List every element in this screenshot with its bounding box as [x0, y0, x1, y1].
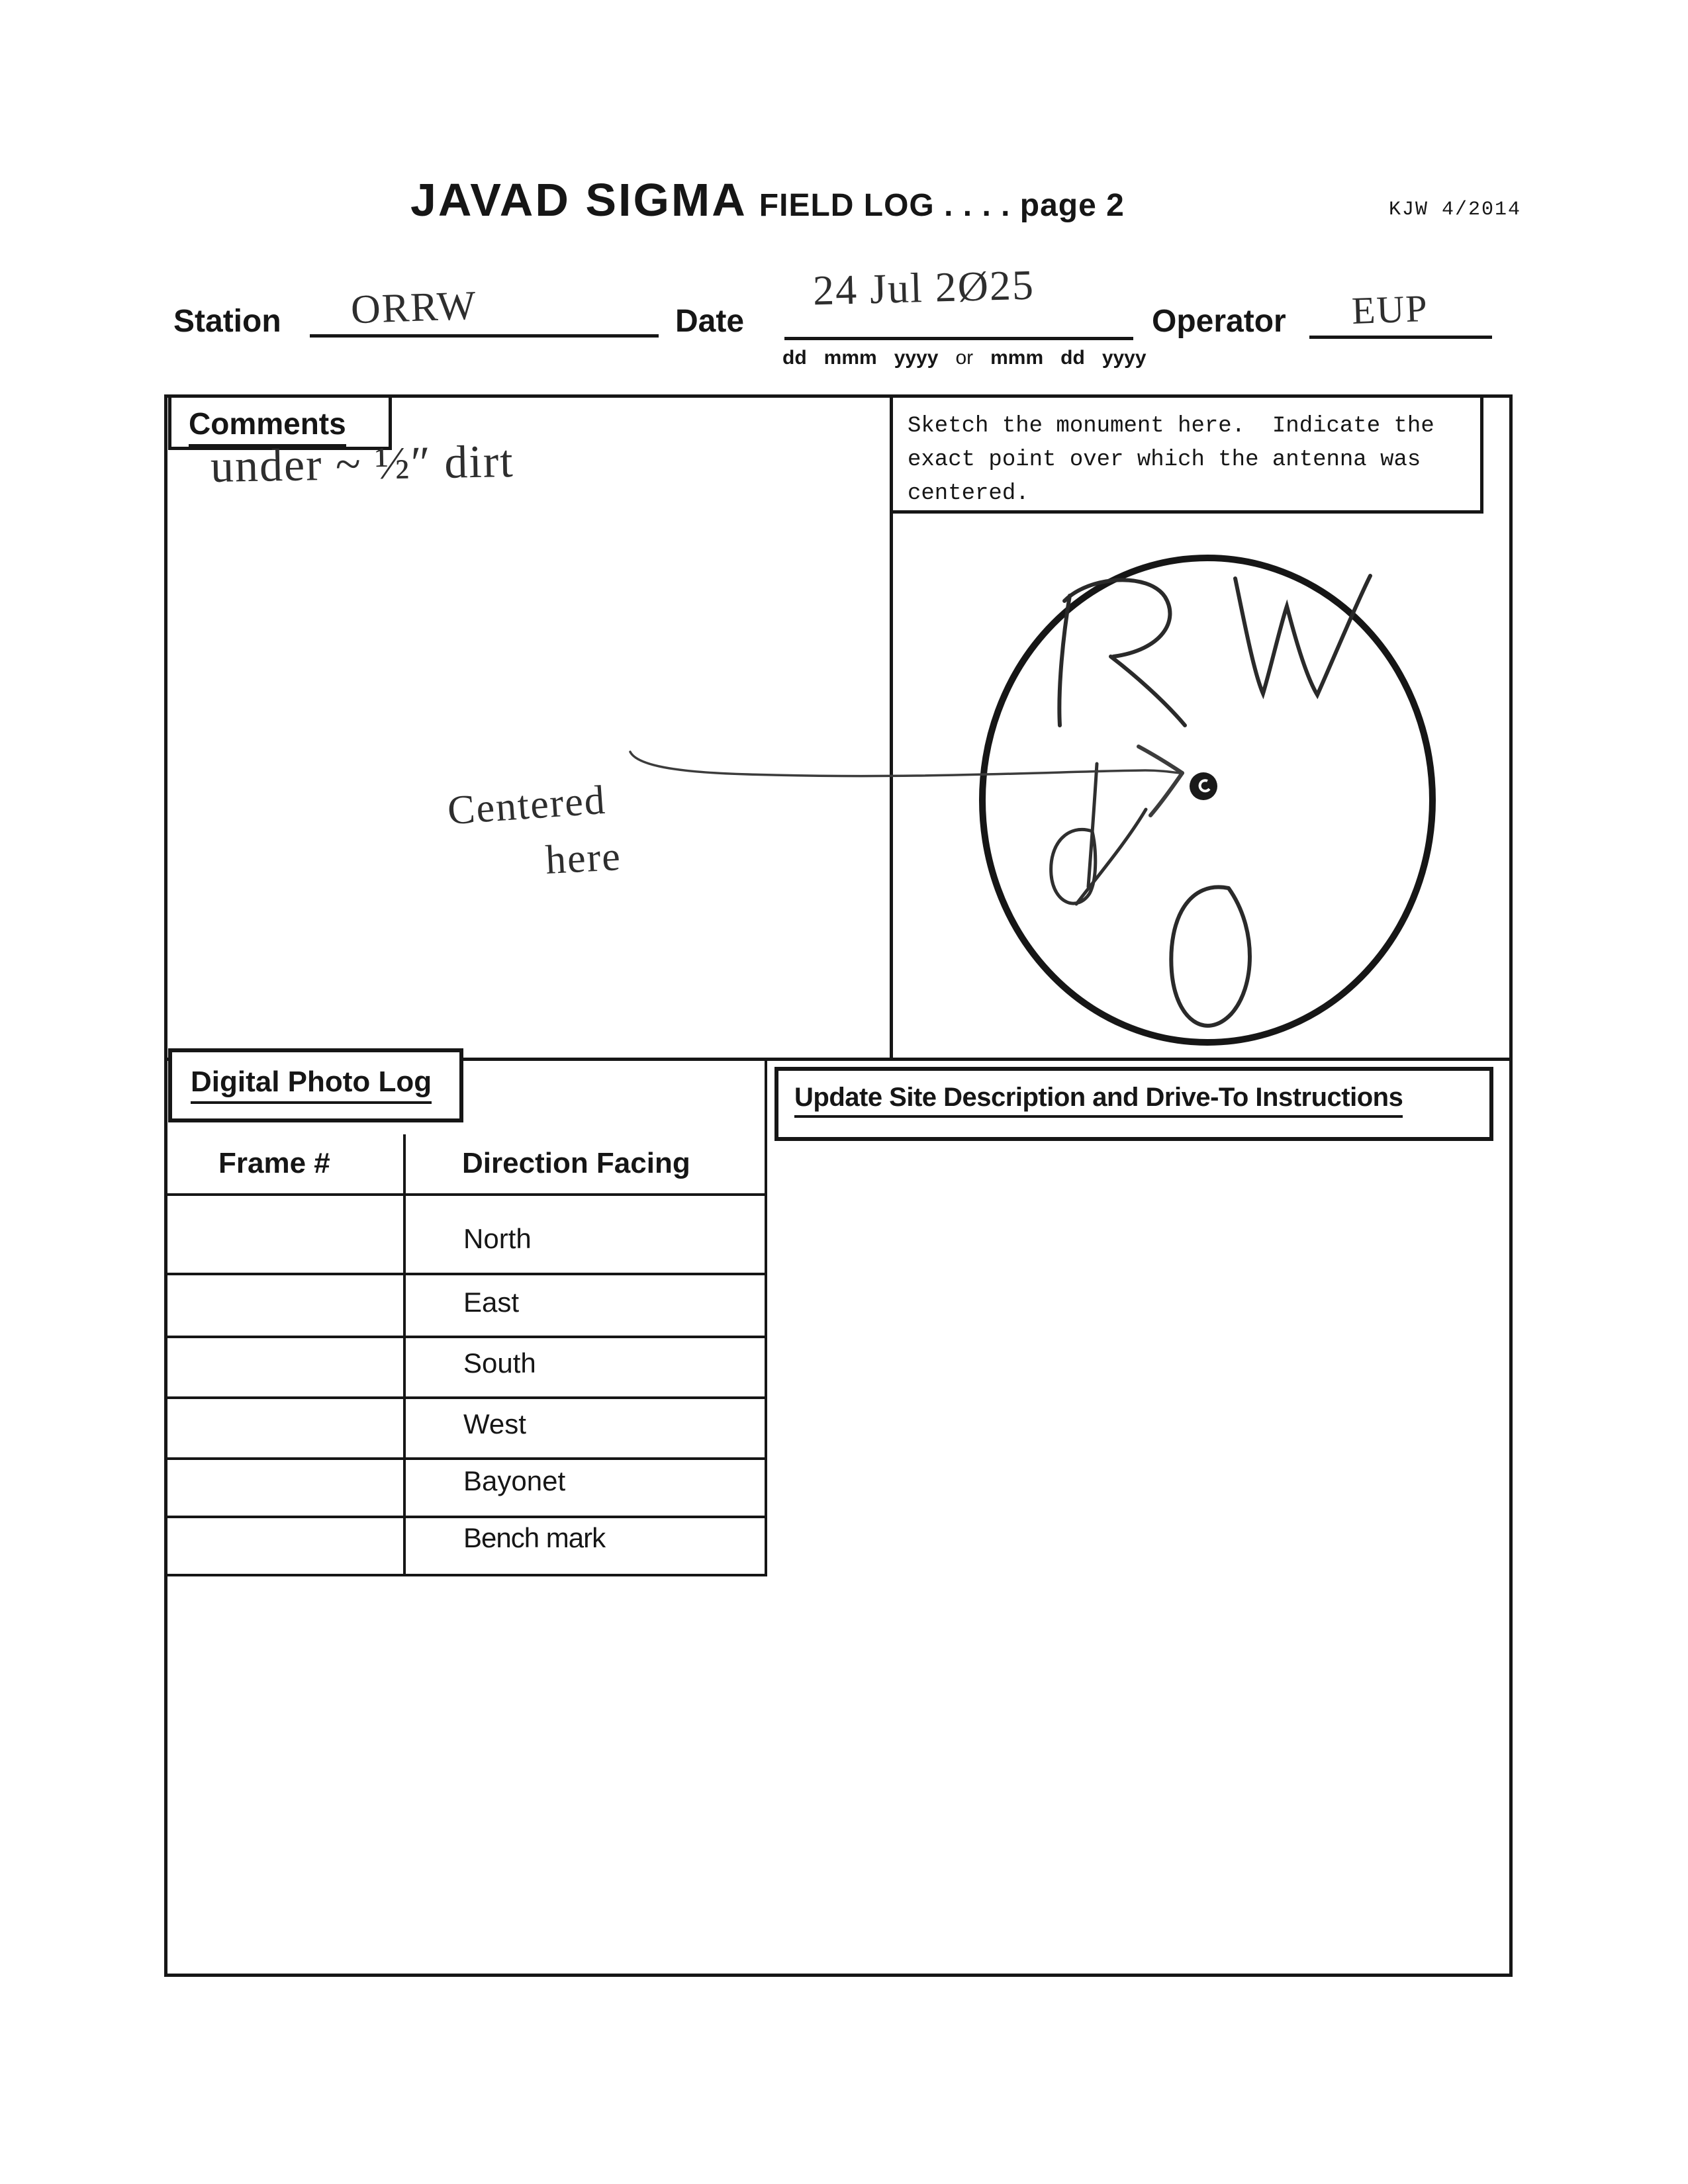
page-title [410, 173, 1125, 226]
photo-log-column-divider [403, 1134, 406, 1574]
column-header-frame: Frame # [218, 1147, 330, 1179]
photo-log-header-box [168, 1048, 463, 1122]
photo-log-bottom-rule [164, 1574, 767, 1576]
monument-sketch [397, 384, 1516, 1066]
annotation-centered: Centered [445, 777, 608, 834]
station-label: Station [173, 304, 281, 339]
operator-handwritten-value: EUP [1350, 287, 1429, 332]
page-title-rest: FIELD LOG . . . . page 2 [759, 188, 1125, 223]
operator-underline [1309, 336, 1492, 339]
photo-log-header-rule [164, 1193, 767, 1196]
station-underline [310, 334, 659, 338]
monument-letter-o [1171, 887, 1250, 1025]
direction-bayonet: Bayonet [463, 1465, 566, 1496]
annotation-here: here [544, 834, 623, 883]
column-header-direction: Direction Facing [462, 1147, 690, 1179]
date-format-mmm: mmm [823, 347, 877, 369]
comments-label: Comments [189, 406, 346, 447]
station-handwritten-value: ORRW [350, 283, 478, 333]
monument-letter-d [1051, 764, 1146, 904]
revision-code: KJW 4/2014 [1389, 199, 1522, 221]
direction-north: North [463, 1223, 532, 1254]
antenna-center-point [1190, 772, 1217, 800]
direction-west: West [463, 1408, 526, 1439]
date-label: Date [675, 304, 745, 339]
pointer-arrow [630, 747, 1182, 815]
photo-log-row-rule-2 [164, 1336, 767, 1338]
comments-handwritten-note: under ~ ½″ dirt [210, 436, 515, 492]
photo-log-right-border [765, 1058, 767, 1574]
site-update-header-box [774, 1067, 1493, 1141]
photo-log-row-rule-1 [164, 1273, 767, 1275]
operator-label: Operator [1152, 304, 1286, 339]
page-title-main: JAVAD SIGMA [410, 174, 747, 226]
date-handwritten-value: 24 Jul 2Ø25 [812, 261, 1035, 314]
direction-south: South [463, 1347, 536, 1379]
photo-log-row-rule-4 [164, 1457, 767, 1460]
date-format-mmm2: mmm [990, 347, 1044, 369]
direction-east: East [463, 1287, 520, 1318]
sketch-instructions-text: Sketch the monument here. Indicate the exact point over which the antenna was centered. [908, 414, 1448, 506]
date-format-dd2: dd [1060, 347, 1085, 369]
date-format-yyyy: yyyy [894, 347, 939, 369]
monument-letter-w [1235, 576, 1370, 695]
date-format-hint [782, 347, 1147, 369]
direction-bench-mark: Bench mark [463, 1522, 606, 1553]
date-underline [784, 337, 1133, 340]
date-format-dd: dd [782, 347, 807, 369]
date-format-or: or [955, 347, 974, 369]
photo-log-label: Digital Photo Log [191, 1066, 432, 1104]
photo-log-row-rule-3 [164, 1396, 767, 1399]
photo-log-row-rule-5 [164, 1516, 767, 1518]
site-update-label: Update Site Description and Drive-To Instructions [794, 1083, 1403, 1118]
date-format-yyyy2: yyyy [1102, 347, 1147, 369]
monument-circle [982, 558, 1432, 1042]
